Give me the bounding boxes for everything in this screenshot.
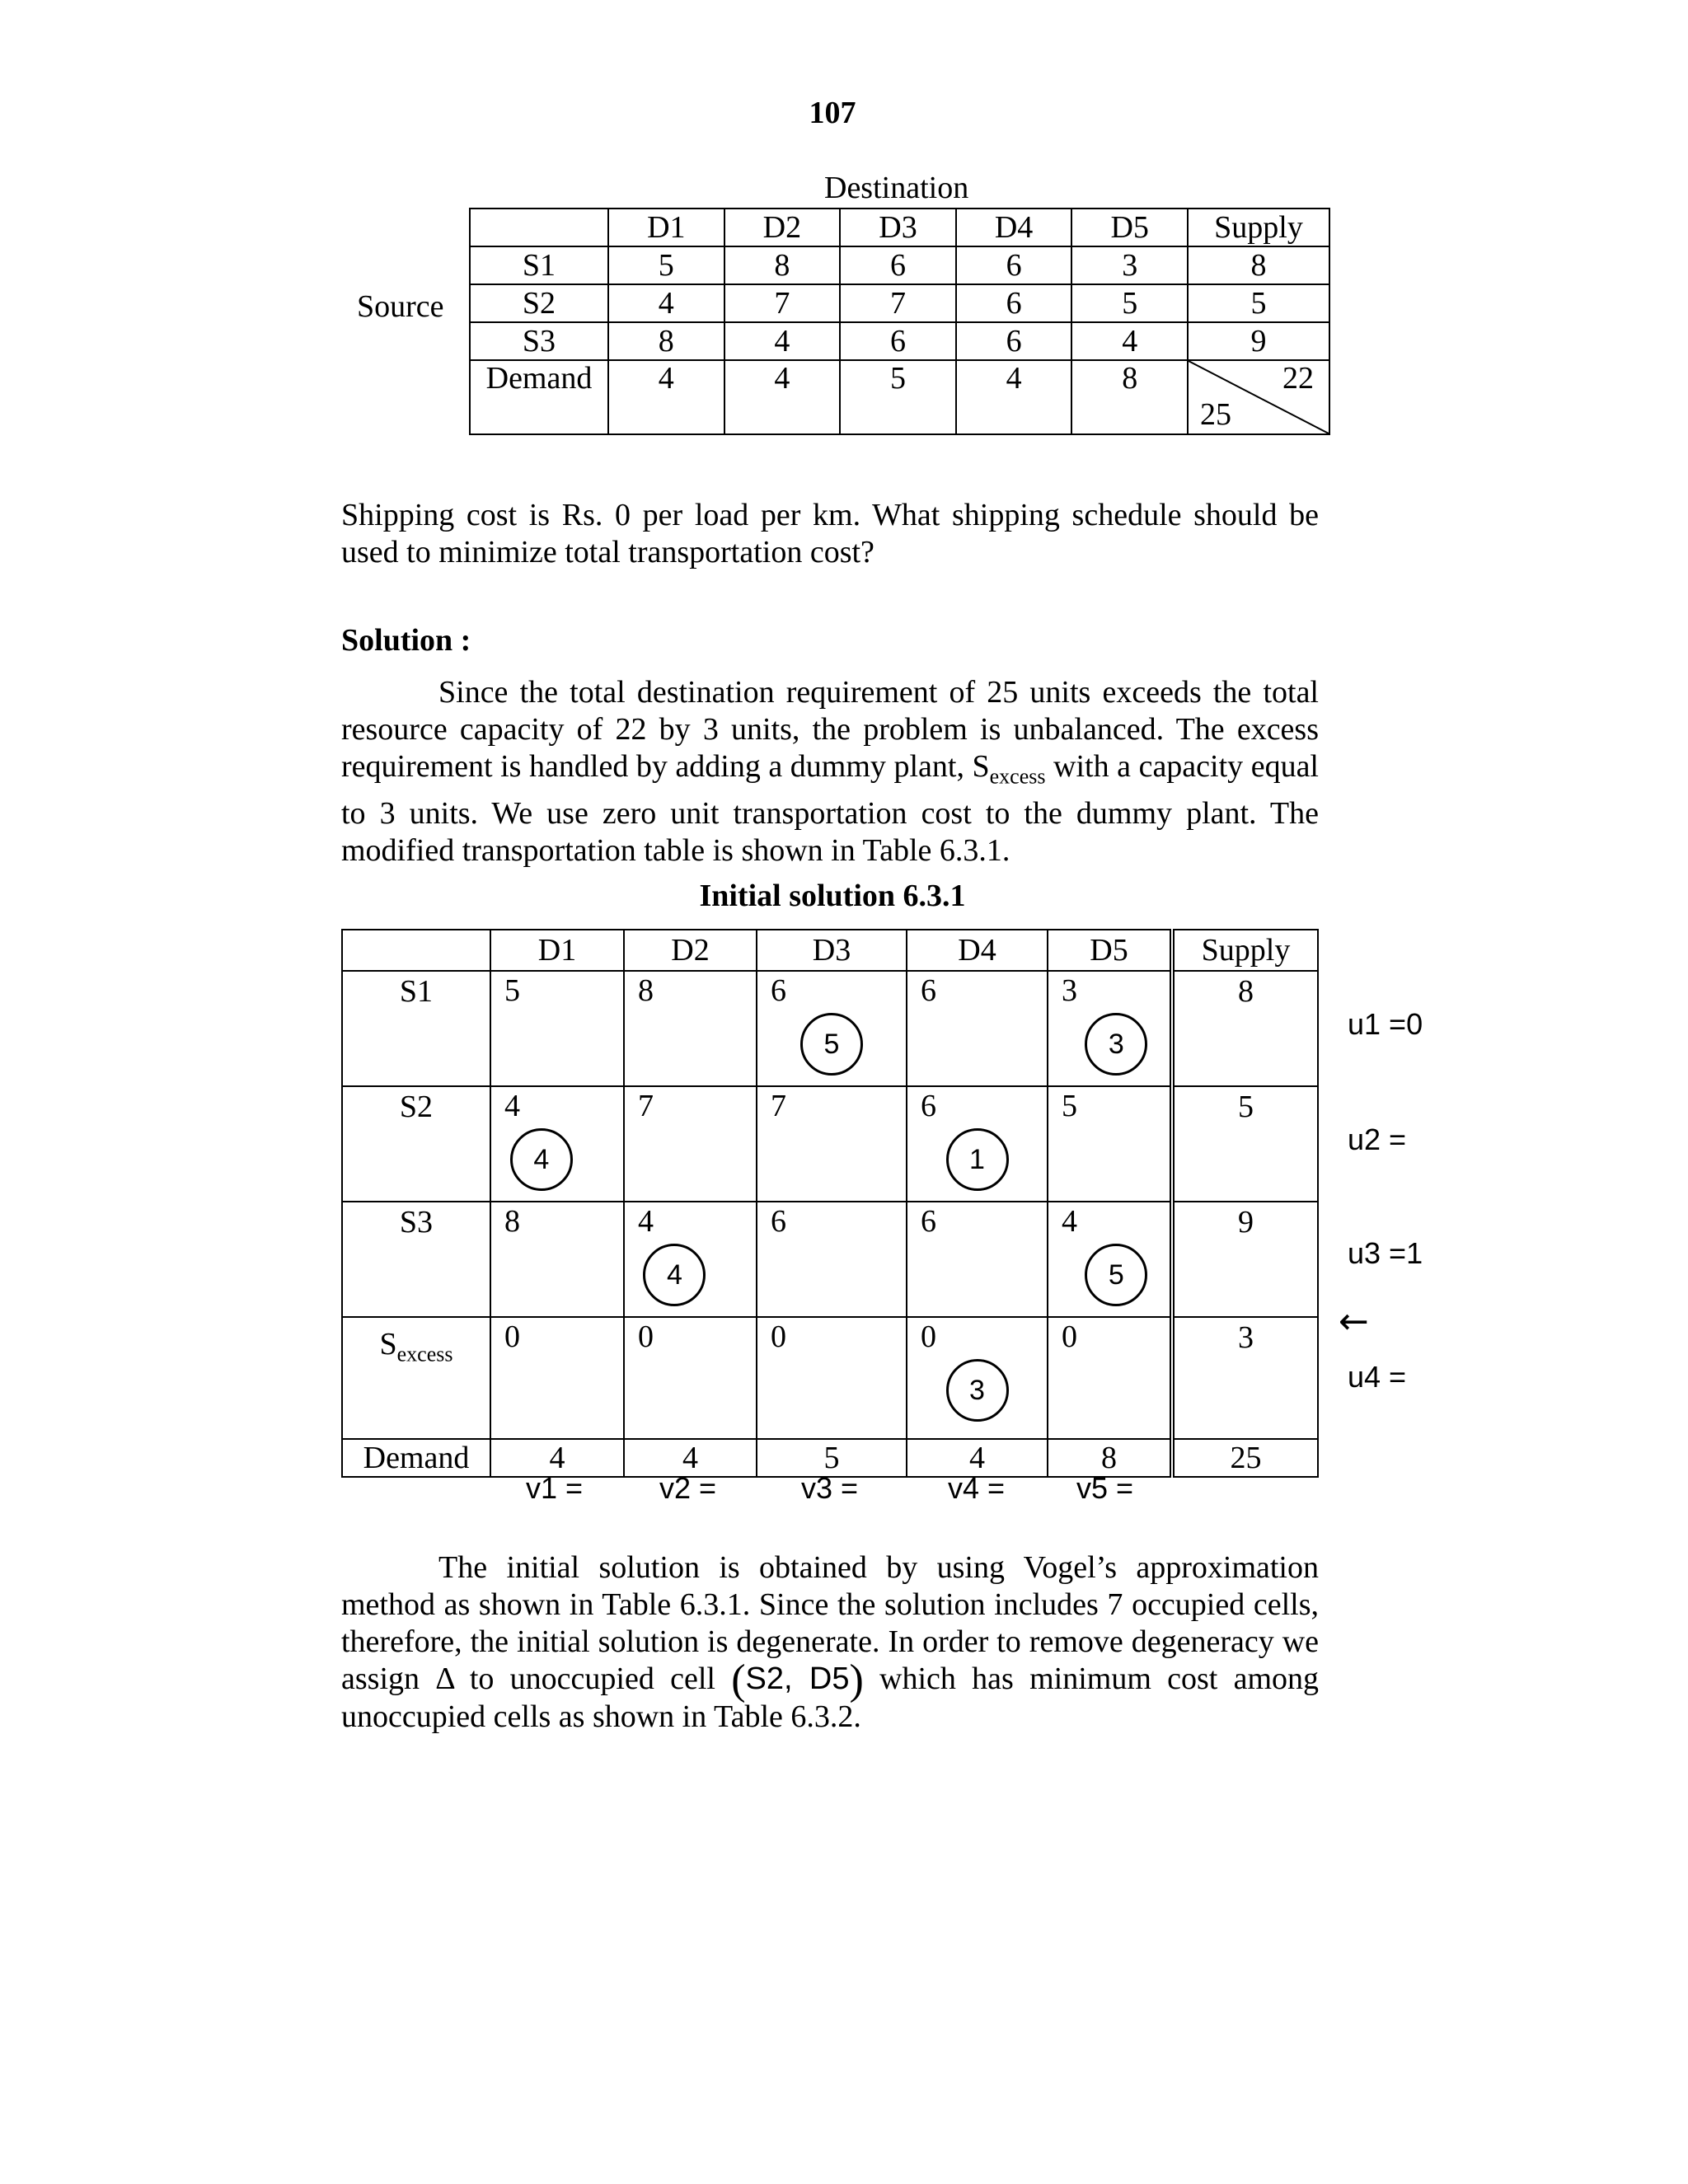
row-label-main: S (379, 1327, 397, 1361)
table-cell: 4 (1071, 322, 1188, 360)
demand-label: Demand (342, 1439, 490, 1477)
cost: 4 (1062, 1204, 1077, 1239)
cost: 0 (771, 1319, 786, 1354)
cost: 0 (504, 1319, 520, 1354)
cost: 6 (771, 973, 786, 1008)
demand-cell: 4 (724, 360, 841, 434)
cost: 6 (921, 1089, 936, 1123)
header-d1: D1 (608, 209, 724, 246)
v5-label: v5 = (1076, 1471, 1134, 1505)
table-cell: 7 (840, 284, 956, 322)
row-label: S3 (470, 322, 608, 360)
table-cell (490, 1317, 624, 1439)
table-cell (624, 971, 757, 1086)
table-cell (1048, 1317, 1172, 1439)
v2-label: v2 = (659, 1471, 717, 1505)
conclusion-paragraph: The initial solution is obtained by using Vogel’s approximation method as shown in Table 6.3.1. Since the solution includes 7 occupied cells, therefore, the initial solution is degenerate. In order to remove degeneracy we assign Δ to unoccupied cell (S2, D5) which has minimum cost among unoccupied cells as shown in Table 6.3.2. (341, 1550, 1320, 1734)
table-row (342, 1317, 1318, 1439)
row-label (342, 1317, 490, 1439)
cost: 5 (504, 973, 520, 1008)
supply-cell (1172, 1086, 1318, 1202)
allocation-circle: 4 (510, 1128, 573, 1191)
delta-symbol: Δ (435, 1661, 454, 1696)
table-cell (757, 971, 907, 1086)
v1-label: v1 = (526, 1471, 584, 1505)
row-label: S1 (470, 246, 608, 284)
demand-cell: 4 (608, 360, 724, 434)
u1-label: u1 =0 (1348, 1007, 1423, 1041)
header-d2: D2 (724, 209, 841, 246)
table-cell (1048, 971, 1172, 1086)
table-cell: 7 (724, 284, 841, 322)
conclusion-text-3: which has minimum cost among unoccupied cells as shown in Table 6.3.2. (341, 1661, 1320, 1734)
supply-value: 3 (1238, 1320, 1254, 1355)
table-cell: 6 (956, 284, 1072, 322)
table-cell: 6 (840, 322, 956, 360)
row-label: S2 (342, 1086, 490, 1202)
table-cell (1048, 1086, 1172, 1202)
header-d5: D5 (1048, 930, 1172, 971)
table-cell: 6 (956, 246, 1072, 284)
row-label: S2 (470, 284, 608, 322)
table-row (470, 246, 1329, 284)
source-label: Source (357, 289, 444, 324)
allocation-circle: 3 (1085, 1013, 1147, 1076)
table-cell: 4 (724, 322, 841, 360)
table-cell: 8 (724, 246, 841, 284)
demand-cell: 4 (624, 1439, 757, 1477)
solution-text-2: with a capacity equal to 3 units. We use zero unit transportation cost to the dummy plant. The modified transportation table is shown in Table 6.3.1. (341, 749, 1319, 868)
demand-total: 25 (1172, 1439, 1318, 1477)
page-number: 107 (809, 96, 856, 130)
allocation-circle: 1 (946, 1128, 1009, 1191)
header-d3: D3 (840, 209, 956, 246)
table-cell (1048, 1202, 1172, 1317)
cost: 0 (638, 1319, 654, 1354)
demand-cell: 4 (907, 1439, 1048, 1477)
header-d3: D3 (757, 930, 907, 971)
table-cell: 6 (956, 322, 1072, 360)
table-cell: 8 (1188, 246, 1329, 284)
cost: 6 (921, 1204, 936, 1239)
u4-label: u4 = (1348, 1360, 1407, 1394)
header-d2: D2 (624, 930, 757, 971)
header-d1: D1 (490, 930, 624, 971)
table-cell (490, 1202, 624, 1317)
table-row (342, 1086, 1318, 1202)
header-d4: D4 (907, 930, 1048, 971)
conclusion-text-2: to unoccupied cell (453, 1661, 732, 1696)
table-cell (757, 1202, 907, 1317)
demand-cell: 8 (1071, 360, 1188, 434)
cost-table (469, 208, 1330, 435)
arrow-left-icon: ← (1339, 1301, 1369, 1343)
header-supply: Supply (1188, 209, 1329, 246)
supply-value: 9 (1238, 1205, 1254, 1240)
cost: 0 (921, 1319, 936, 1354)
table-cell (907, 971, 1048, 1086)
solution-paragraph (341, 674, 1319, 869)
conclusion-text-1: The initial solution is obtained by using Vogel’s approximation method as shown in Table 6.3.1. Since the solution includes 7 occupied cells, therefore, the initial solution is degenerate. In order to remove degeneracy we assign (341, 1550, 1319, 1696)
cost: 5 (1062, 1089, 1077, 1123)
demand-cell: 5 (757, 1439, 907, 1477)
header-d4: D4 (956, 209, 1072, 246)
cell-reference: S2, D5 (745, 1661, 850, 1696)
demand-row (470, 360, 1329, 434)
supply-cell (1172, 1317, 1318, 1439)
cost: 0 (1062, 1319, 1077, 1354)
header-supply: Supply (1172, 930, 1318, 971)
table-cell (624, 1086, 757, 1202)
row-label: S3 (342, 1202, 490, 1317)
question-text: Shipping cost is Rs. 0 per load per km. What shipping schedule should be used to minimize total transportation cost? (341, 498, 1319, 569)
table-cell (624, 1317, 757, 1439)
demand-label: Demand (470, 360, 608, 434)
table-cell: 6 (840, 246, 956, 284)
supply-value: 8 (1238, 974, 1254, 1009)
allocation-circle: 5 (800, 1013, 863, 1076)
cost: 7 (638, 1089, 654, 1123)
cost: 6 (921, 973, 936, 1008)
totals-cell (1188, 360, 1329, 434)
demand-cell: 4 (490, 1439, 624, 1477)
table-title: Initial solution 6.3.1 (699, 879, 966, 913)
row-label: S1 (342, 971, 490, 1086)
table-cell (907, 1317, 1048, 1439)
table-cell: 5 (608, 246, 724, 284)
table-cell: 8 (608, 322, 724, 360)
table-cell (490, 1086, 624, 1202)
solution-text-1: Since the total destination requirement of 25 units exceeds the total resource capacity of 22 by 3 units, the problem is unbalanced. The excess requirement is handled by adding a dummy plant, S (341, 675, 1319, 784)
total-supply: 22 (1282, 361, 1314, 396)
cost: 3 (1062, 973, 1077, 1008)
table-cell: 5 (1188, 284, 1329, 322)
table-cell (757, 1086, 907, 1202)
header-d5: D5 (1071, 209, 1188, 246)
table-cell: 9 (1188, 322, 1329, 360)
u2-label: u2 = (1348, 1122, 1407, 1156)
allocation-circle: 5 (1085, 1244, 1147, 1306)
cost: 4 (638, 1204, 654, 1239)
supply-cell (1172, 971, 1318, 1086)
cost: 6 (771, 1204, 786, 1239)
supply-value: 5 (1238, 1090, 1254, 1124)
u3-label: u3 =1 (1348, 1236, 1423, 1270)
destination-label: Destination (824, 171, 969, 205)
table-cell: 3 (1071, 246, 1188, 284)
demand-cell: 8 (1048, 1439, 1172, 1477)
table-cell (624, 1202, 757, 1317)
table-cell: 4 (608, 284, 724, 322)
table-row (342, 971, 1318, 1086)
table-corner (342, 930, 490, 971)
cost: 4 (504, 1089, 520, 1123)
total-demand: 25 (1200, 397, 1231, 432)
allocation-circle: 3 (946, 1359, 1009, 1422)
solution-heading: Solution : (341, 623, 471, 658)
cost: 8 (504, 1204, 520, 1239)
solution-subscript: excess (989, 764, 1046, 789)
initial-solution-table (341, 929, 1319, 1478)
cost: 7 (771, 1089, 786, 1123)
v3-label: v3 = (801, 1471, 859, 1505)
allocation-circle: 4 (643, 1244, 706, 1306)
table-row (470, 322, 1329, 360)
cost: 8 (638, 973, 654, 1008)
table-cell (907, 1086, 1048, 1202)
table-cell (907, 1202, 1048, 1317)
table-cell (490, 971, 624, 1086)
v4-label: v4 = (948, 1471, 1006, 1505)
demand-cell: 5 (840, 360, 956, 434)
table-cell: 5 (1071, 284, 1188, 322)
table-corner (470, 209, 608, 246)
demand-cell: 4 (956, 360, 1072, 434)
supply-cell (1172, 1202, 1318, 1317)
table-row (470, 284, 1329, 322)
table-row (342, 1202, 1318, 1317)
row-label-subscript: excess (396, 1342, 453, 1366)
table-cell (757, 1317, 907, 1439)
